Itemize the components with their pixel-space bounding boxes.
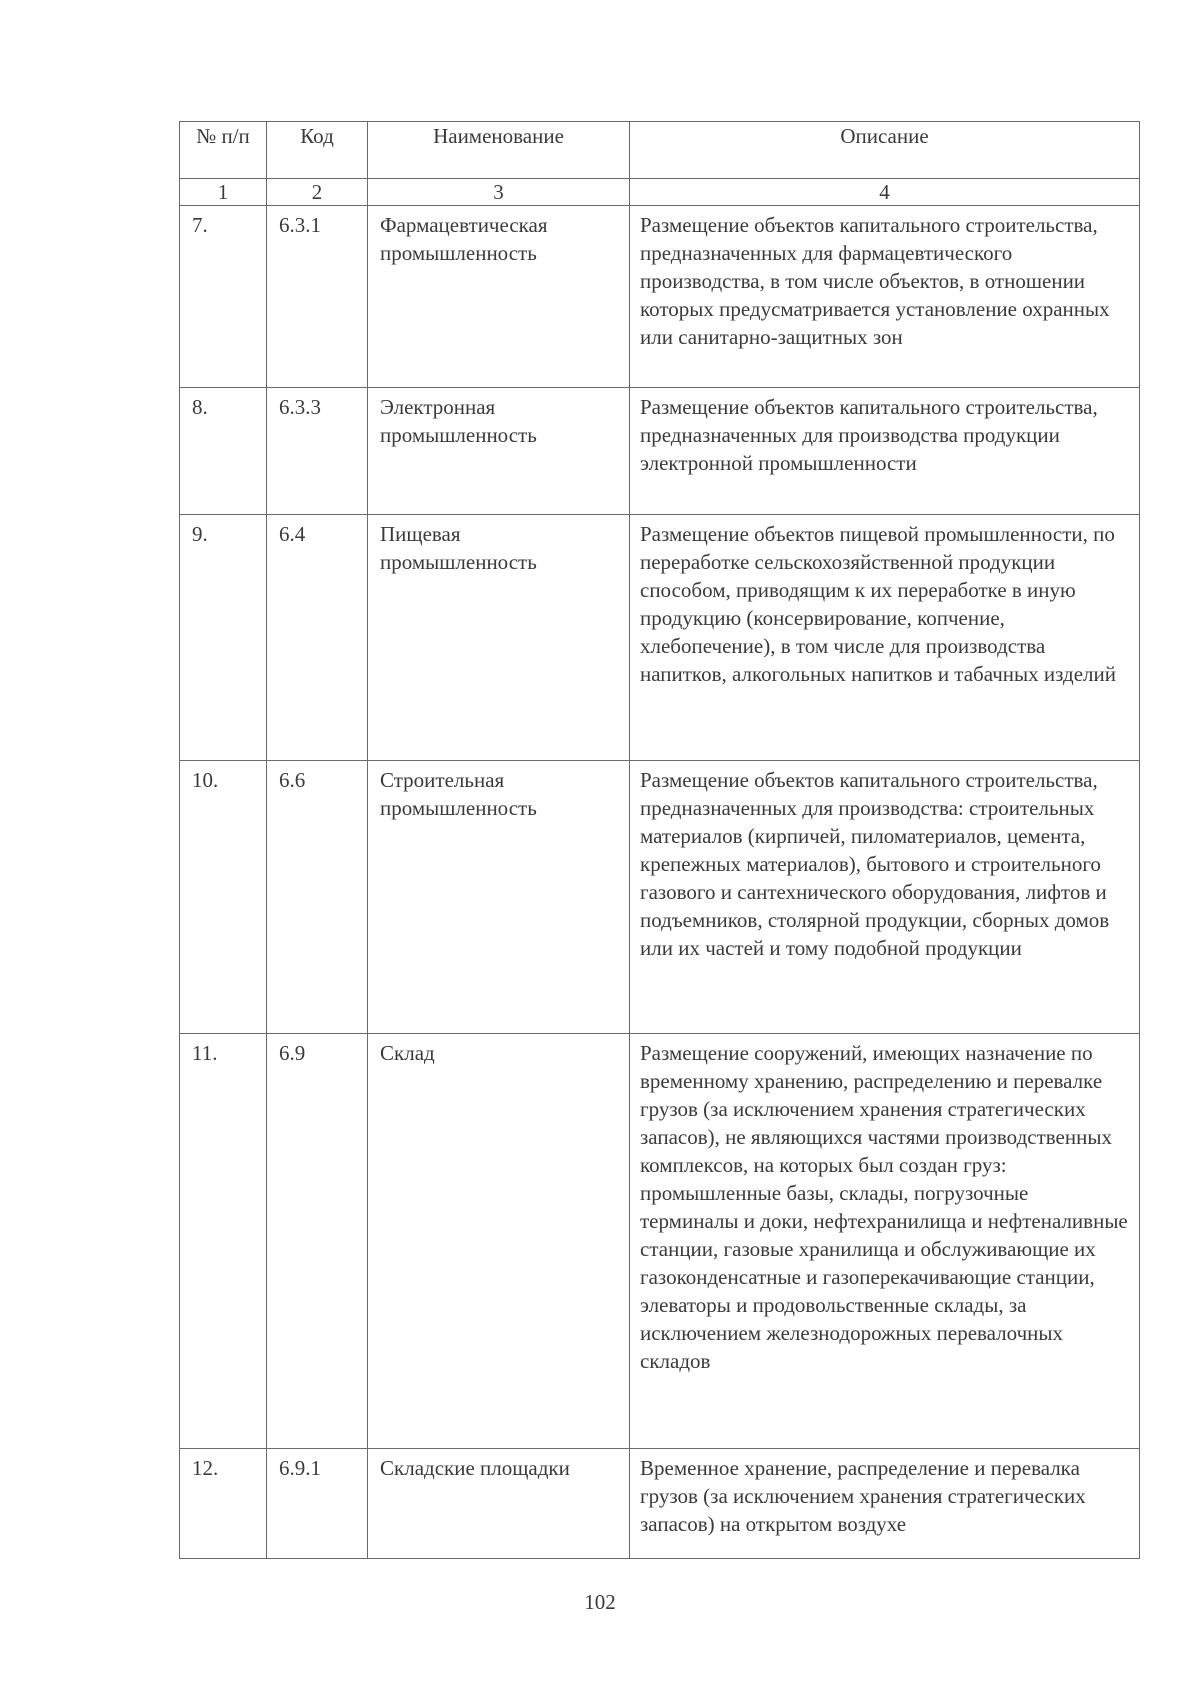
- row-code: 6.6: [279, 768, 306, 792]
- row-number: 9.: [192, 522, 208, 546]
- row-name: Строительная промышленность: [380, 768, 537, 820]
- row-number: 12.: [192, 1456, 219, 1480]
- page-number: 102: [584, 1590, 616, 1614]
- row-description: Временное хранение, распределение и перевалка грузов (за исключением хранения стратегических запасов) на открытом воздухе: [640, 1456, 1086, 1536]
- column-number: 1: [180, 179, 267, 206]
- row-name: Складские площадки: [380, 1456, 570, 1480]
- table-row: [180, 1449, 1140, 1559]
- row-number: 11.: [192, 1041, 218, 1065]
- header-num: № п/п: [180, 122, 267, 179]
- table-row: [180, 388, 1140, 515]
- row-number: 10.: [192, 768, 219, 792]
- table-row: [180, 1034, 1140, 1449]
- row-description: Размещение объектов капитального строительства, предназначенных для производства: строительных материалов (кирпичей, пиломатериалов, цемента, крепежных материалов), бытового и строительного газового и сантехнического оборудования, лифтов и подъемников, столярной продукции, сборных домов или их частей и тому подобной продукции: [640, 768, 1110, 960]
- header-name: Наименование: [368, 122, 630, 179]
- row-code: 6.3.1: [279, 213, 321, 237]
- row-number: 8.: [192, 395, 208, 419]
- row-code: 6.4: [279, 522, 306, 546]
- row-description: Размещение объектов капитального строительства, предназначенных для фармацевтического производства, в том числе объектов, в отношении которых предусматривается установление охранных или санитарно-защитных зон: [640, 213, 1110, 349]
- column-number: 2: [267, 179, 368, 206]
- row-name: Склад: [380, 1041, 435, 1065]
- row-name: Фармацевтическая промышленность: [380, 213, 548, 265]
- column-number-row: [180, 179, 1140, 206]
- column-number: 4: [630, 179, 1140, 206]
- row-code: 6.9: [279, 1041, 306, 1065]
- row-description: Размещение объектов капитального строительства, предназначенных для производства продукции электронной промышленности: [640, 395, 1098, 475]
- header-description: Описание: [630, 122, 1140, 179]
- land-use-table: [179, 121, 1140, 1559]
- row-number: 7.: [192, 213, 208, 237]
- row-name: Пищевая промышленность: [380, 522, 537, 574]
- row-code: 6.3.3: [279, 395, 321, 419]
- row-code: 6.9.1: [279, 1456, 321, 1480]
- row-description: Размещение сооружений, имеющих назначение по временному хранению, распределению и перевалке грузов (за исключением хранения стратегических запасов), не являющихся частями производственных комплексов, на которых был создан груз: промышленные базы, склады, погрузочные терминалы и доки, нефтехранилища и нефтеналивные станции, газовые хранилища и обслуживающие их газоконденсатные и газоперекачивающие станции, элеваторы и продовольственные склады, за исключением железнодорожных перевалочных складов: [640, 1041, 1128, 1373]
- row-name: Электронная промышленность: [380, 395, 537, 447]
- table-header-row: [180, 122, 1140, 179]
- table-row: [180, 761, 1140, 1034]
- column-number: 3: [368, 179, 630, 206]
- row-description: Размещение объектов пищевой промышленности, по переработке сельскохозяйственной продукции способом, приводящим к их переработке в иную продукцию (консервирование, копчение, хлебопечение), в том числе для производства напитков, алкогольных напитков и табачных изделий: [640, 522, 1116, 686]
- header-code: Код: [267, 122, 368, 179]
- table-row: [180, 515, 1140, 761]
- table-row: [180, 206, 1140, 388]
